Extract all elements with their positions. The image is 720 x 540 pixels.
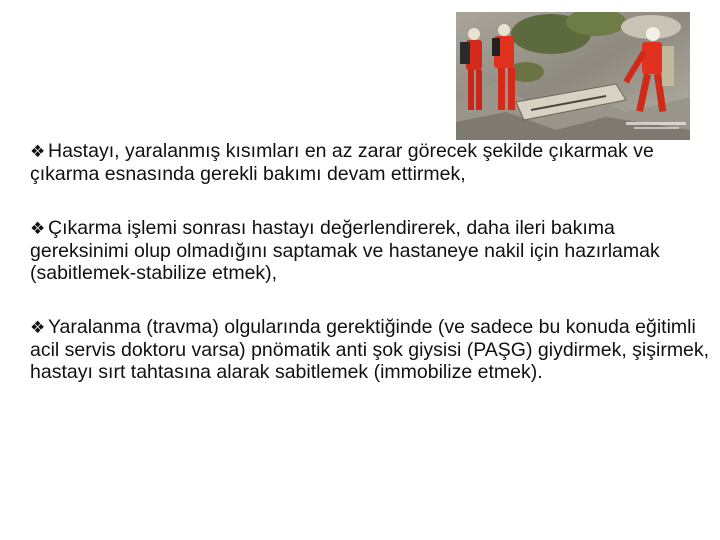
bullet-list (30, 140, 710, 415)
diamond-bullet-icon: ❖ (30, 318, 46, 337)
bullet-text: Yaralanma (travma) olgularında gerektiğinde (ve sadece bu konuda eğitimli acil servis doktoru varsa) pnömatik anti şok giysisi (PAŞG) giydirmek, şişirmek, hastayı sırt tahtasına alarak sabitlemek (immobilize etmek). (30, 316, 710, 383)
rescue-photo (456, 12, 690, 140)
bullet-text: Hastayı, yaralanmış kısımları en az zarar görecek şekilde çıkarmak ve çıkarma esnasında gerekli bakımı devam ettirmek, (30, 140, 654, 185)
bullet-item (30, 217, 710, 284)
diamond-bullet-icon: ❖ (30, 219, 46, 238)
diamond-bullet-icon: ❖ (30, 142, 46, 161)
bullet-item (30, 316, 710, 383)
bullet-text: Çıkarma işlemi sonrası hastayı değerlendirerek, daha ileri bakıma gereksinimi olup olmadığını saptamak ve hastaneye nakil için hazırlamak (sabitlemek-stabilize etmek), (30, 217, 660, 284)
bullet-item (30, 140, 710, 185)
